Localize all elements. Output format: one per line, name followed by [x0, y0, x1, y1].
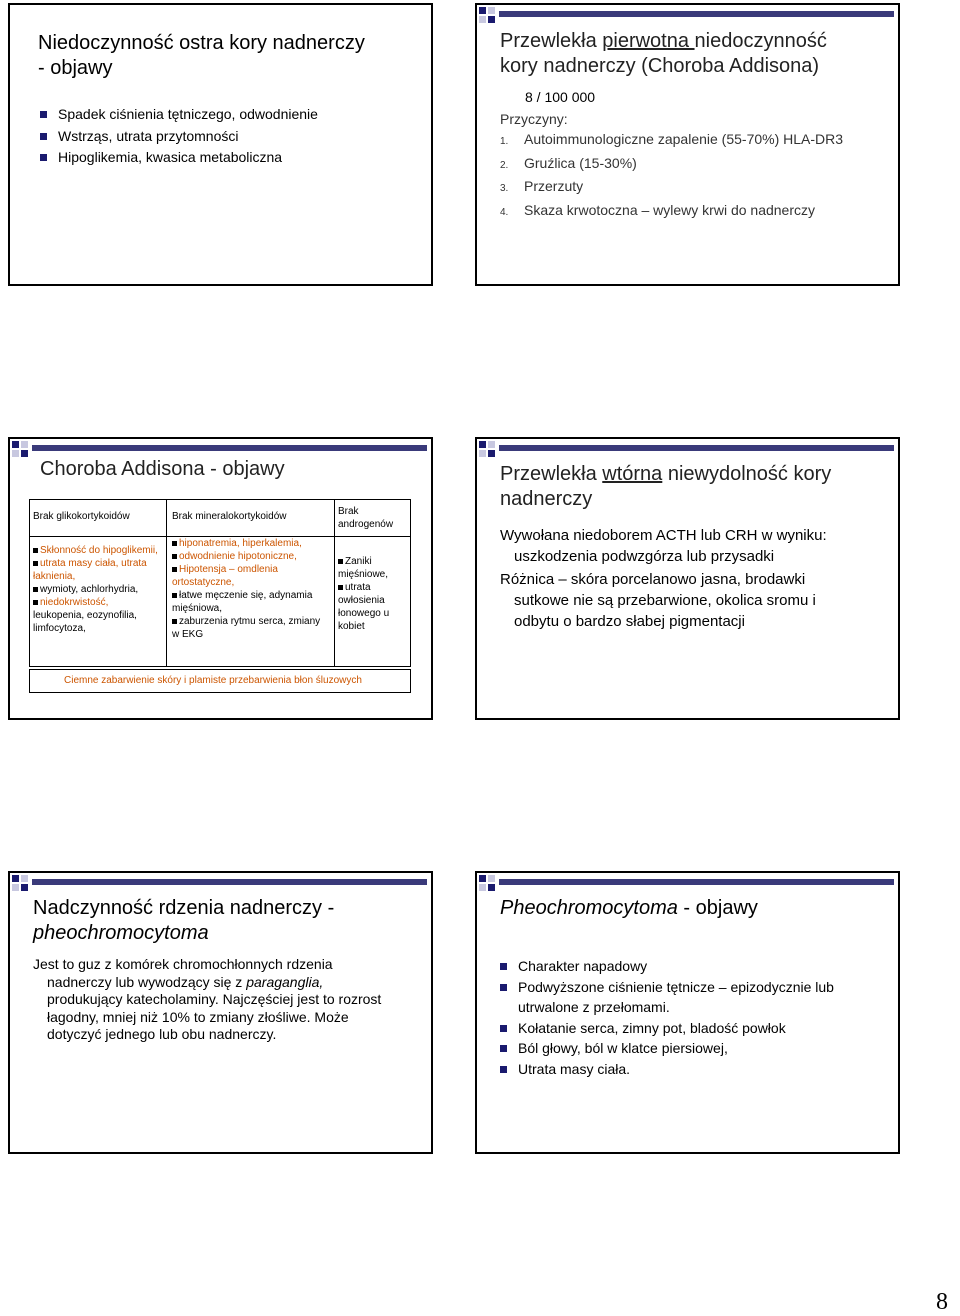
column-glucocorticoid — [33, 544, 165, 635]
paragraph-line: Jest to guz z komórek chromochłonnych rdzenia — [33, 956, 333, 972]
column-header: Brak glikokortykoidów — [33, 511, 130, 522]
list-item: utrata masy ciała, utrata — [33, 557, 165, 570]
column-mineralocorticoid — [172, 537, 332, 641]
slide-primary-insufficiency — [475, 3, 900, 286]
list-item: Skłonność do hipoglikemii, — [33, 544, 165, 557]
list-item: 4. Skaza krwotoczna – wylewy krwi do nadnerczy — [500, 201, 816, 218]
title-bar — [499, 445, 894, 451]
list-item: 3. Przerzuty — [500, 178, 584, 194]
column-androgen — [338, 555, 408, 633]
list-item: Podwyższone ciśnienie tętnicze – epizodycznie lub utrwalone z przełomami. — [500, 977, 895, 1018]
title-line-1: Przewlekła pierwotna niedoczynność — [500, 30, 827, 52]
title-line-2: pheochromocytoma — [33, 922, 209, 944]
list-item: hiponatremia, hiperkalemia, — [172, 537, 332, 550]
list-item: Hipoglikemia, kwasica metaboliczna — [40, 147, 318, 169]
title-line-1: Niedoczynność ostra kory nadnerczy — [38, 32, 365, 54]
list-item: Utrata masy ciała. — [500, 1059, 895, 1080]
slide-decoration-icon — [10, 439, 36, 465]
list-item-cont: w EKG — [172, 629, 204, 640]
list-item: odwodnienie hipotoniczne, — [172, 550, 332, 563]
title-line-2: kory nadnerczy (Choroba Addisona) — [500, 55, 820, 77]
list-item-cont: mięśniowa, — [172, 603, 223, 614]
list-item-cont: mięśniowe, — [338, 569, 389, 580]
list-item-cont: kobiet — [338, 621, 365, 632]
list-item: łatwe męczenie się, adynamia — [172, 589, 332, 602]
paragraph-line: nadnerczy lub wywodzący się z paraganglia, — [47, 973, 324, 990]
paragraph-line: Wywołana niedoborem ACTH lub CRH w wyniku: — [500, 527, 827, 544]
title-line-1: Przewlekła wtórna niewydolność kory — [500, 463, 832, 485]
column-header: Brak androgenów — [338, 506, 394, 530]
slide-title — [500, 29, 827, 79]
paragraph-line: odbytu o bardzo słabej pigmentacji — [514, 613, 745, 630]
page-number: 8 — [936, 1289, 948, 1315]
paragraph-line: produkujący katecholaminy. Najczęściej jest to rozrost — [47, 991, 382, 1007]
causes-label: Przyczyny: — [500, 111, 568, 127]
title-bar — [32, 445, 427, 451]
list-item: Kołatanie serca, zimny pot, bladość powłok — [500, 1018, 895, 1039]
list-item: niedokrwistość, — [33, 596, 165, 609]
slide-title — [38, 31, 365, 81]
list-item-cont: łonowego u — [338, 608, 390, 619]
paragraph-line: uszkodzenia podwzgórza lub przysadki — [514, 548, 775, 565]
symptom-list — [40, 104, 318, 169]
slide-decoration-icon — [477, 5, 503, 31]
list-item: Spadek ciśnienia tętniczego, odwodnienie — [40, 104, 318, 126]
title-bar — [32, 879, 427, 885]
footer-note: Ciemne zabarwienie skóry i plamiste przebarwienia błon śluzowych — [64, 675, 362, 686]
slide-title: Pheochromocytoma - objawy — [500, 897, 758, 919]
column-divider — [334, 499, 335, 667]
list-item-cont: łaknienia, — [33, 571, 76, 582]
column-divider — [166, 499, 167, 667]
list-item: Hipotensja – omdlenia — [172, 563, 332, 576]
title-line-2: - objawy — [38, 57, 113, 79]
list-item: wymioty, achlorhydria, — [33, 583, 165, 596]
list-item: utrata — [338, 581, 408, 594]
title-line-1: Nadczynność rdzenia nadnerczy - — [33, 897, 335, 919]
paragraph-line: dotyczyć jednego lub obu nadnerczy. — [47, 1026, 277, 1042]
slide-title — [33, 896, 334, 946]
slide-title: Choroba Addisona - objawy — [40, 458, 285, 480]
list-item: 2. Gruźlica (15-30%) — [500, 154, 637, 171]
list-item: zaburzenia rytmu serca, zmiany — [172, 615, 332, 628]
paragraph-line: łagodny, mniej niż 10% to zmiany złośliwe. Może — [47, 1008, 349, 1025]
list-item: 1. Autoimmunologiczne zapalenie (55-70%) HLA-DR3 — [500, 131, 844, 147]
paragraph-line: Różnica – skóra porcelanowo jasna, brodawki — [500, 571, 806, 588]
list-item: Charakter napadowy — [500, 956, 895, 977]
body-text — [500, 525, 895, 632]
title-line-2: nadnerczy — [500, 488, 593, 510]
list-item-cont: ortostatyczne, — [172, 577, 235, 588]
prevalence-text: 8 / 100 000 — [525, 89, 596, 105]
paragraph-line: sutkowe nie są przebarwione, okolica sromu i — [514, 592, 816, 609]
list-item-cont: limfocytoza, — [33, 623, 86, 634]
title-bar — [499, 879, 894, 885]
symptom-list — [500, 956, 895, 1079]
slide-acute-insufficiency — [8, 3, 433, 286]
body-text — [33, 956, 428, 1044]
list-item-cont: leukopenia, eozynofilia, — [33, 610, 137, 621]
list-item: Wstrząs, utrata przytomności — [40, 126, 318, 148]
list-item: Zaniki — [338, 555, 408, 568]
column-header: Brak mineralokortykoidów — [172, 511, 287, 522]
slide-title — [500, 462, 831, 512]
list-item: Ból głowy, ból w klatce piersiowej, — [500, 1038, 895, 1059]
slide-pheochromocytoma-intro — [8, 871, 433, 1154]
slide-secondary-insufficiency — [475, 437, 900, 720]
slide-addison-symptoms — [8, 437, 433, 720]
slide-pheochromocytoma-symptoms — [475, 871, 900, 1154]
title-bar — [499, 11, 894, 17]
causes-list — [500, 129, 843, 223]
list-item-cont: owłosienia — [338, 595, 385, 606]
